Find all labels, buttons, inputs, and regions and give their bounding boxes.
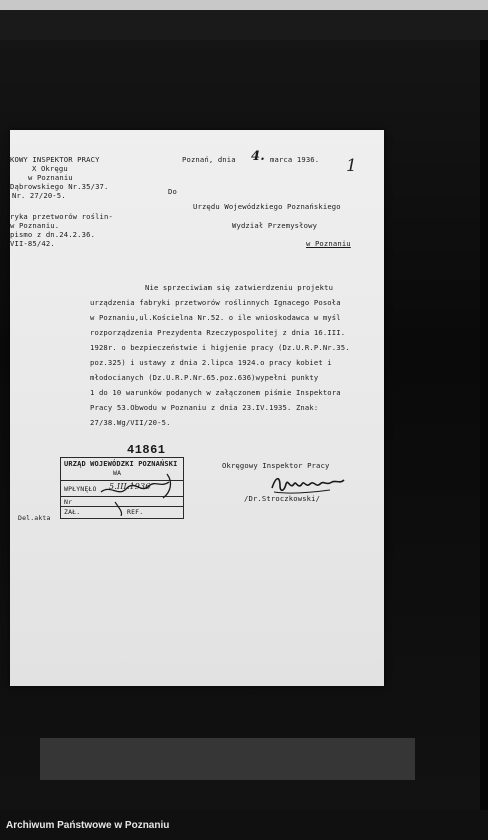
addressee-line2: Wydział Przemysłowy: [232, 221, 318, 230]
archive-name: Archiwum Państwowe w Poznaniu: [6, 819, 170, 831]
body-line: młodocianych (Dz.U.R.P.Nr.65.poz.636)wypełni punkty: [90, 373, 319, 382]
stamp-received-date: 5.III.1936: [109, 482, 151, 491]
handwritten-signature: [268, 472, 348, 496]
body-line: poz.325) i ustawy z dnia 2.lipca 1924.o pracy kobiet i: [90, 358, 332, 367]
letterhead-line2: X Okręgu: [32, 164, 68, 173]
reference-line2: w Poznaniu.: [10, 221, 60, 230]
addressee-line3: w Poznaniu: [306, 239, 351, 248]
stamp-zal-label: ZAŁ.: [64, 508, 81, 516]
date-day: 4.: [251, 149, 265, 164]
scanner-board: [40, 738, 415, 780]
body-line: 1 do 10 warunków podanych w załączonem piśmie Inspektora: [90, 388, 341, 397]
signature-title: Okręgowy Inspektor Pracy: [222, 461, 330, 470]
body-line: Nie sprzeciwiam się zatwierdzeniu projektu: [145, 283, 334, 292]
reference-line1: ryka przetworów roślin-: [10, 212, 113, 221]
letterhead-line3: w Poznaniu: [28, 173, 73, 182]
receipt-stamp: [60, 457, 184, 519]
stamp-nr-label: Nr: [64, 498, 73, 506]
date-prefix: Poznań, dnia: [182, 155, 236, 164]
stamp-number: 41861: [127, 443, 166, 457]
stamp-ref-label: REF.: [127, 508, 144, 516]
body-line: 27/38.Wg/VII/20-5.: [90, 418, 171, 427]
body-line: Pracy 53.Obwodu w Poznaniu z dnia 23.IV.1935. Znak:: [90, 403, 319, 412]
body-line: urządzenia fabryki przetworów roślinnych Ignacego Posoła: [90, 298, 341, 307]
page-number: 1: [346, 156, 357, 176]
signature-name: /Dr.Stroczkowski/: [244, 494, 321, 503]
letterhead-line4: Dąbrowskiego Nr.35/37.: [10, 182, 109, 191]
letterhead-line5: Nr. 27/20-5.: [12, 191, 66, 200]
body-line: rozporządzenia Prezydenta Rzeczypospolitej z dnia 16.III.: [90, 328, 346, 337]
body-line: w Poznaniu,ul.Kościelna Nr.52. o ile wnioskodawca w myśl: [90, 313, 341, 322]
stamp-header: URZĄD WOJEWÓDZKI POZNAŃSKI: [64, 460, 178, 468]
reference-line3: pismo z dn.24.2.36.: [10, 230, 96, 239]
stamp-sub: WA: [113, 469, 122, 477]
body-line: 1928r. o bezpieczeństwie i higjenie pracy (Dz.U.R.P.Nr.35.: [90, 343, 350, 352]
stamp-received-label: WPŁYNĘŁO: [64, 485, 97, 493]
document-page: [10, 130, 384, 686]
date-rest: marca 1936.: [270, 155, 320, 164]
stamp-handwriting: [97, 469, 177, 516]
margin-note: Del.akta: [18, 514, 51, 522]
film-top-edge: [0, 0, 488, 10]
addressee-do: Do: [168, 187, 177, 196]
addressee-line1: Urzędu Wojewódzkiego Poznańskiego: [193, 202, 341, 211]
letterhead-line1: KOWY INSPEKTOR PRACY: [10, 155, 100, 164]
film-right-edge: [480, 40, 488, 810]
film-top-border: [0, 10, 488, 40]
archive-footer: [0, 810, 488, 840]
reference-line4: VII-85/42.: [10, 239, 55, 248]
